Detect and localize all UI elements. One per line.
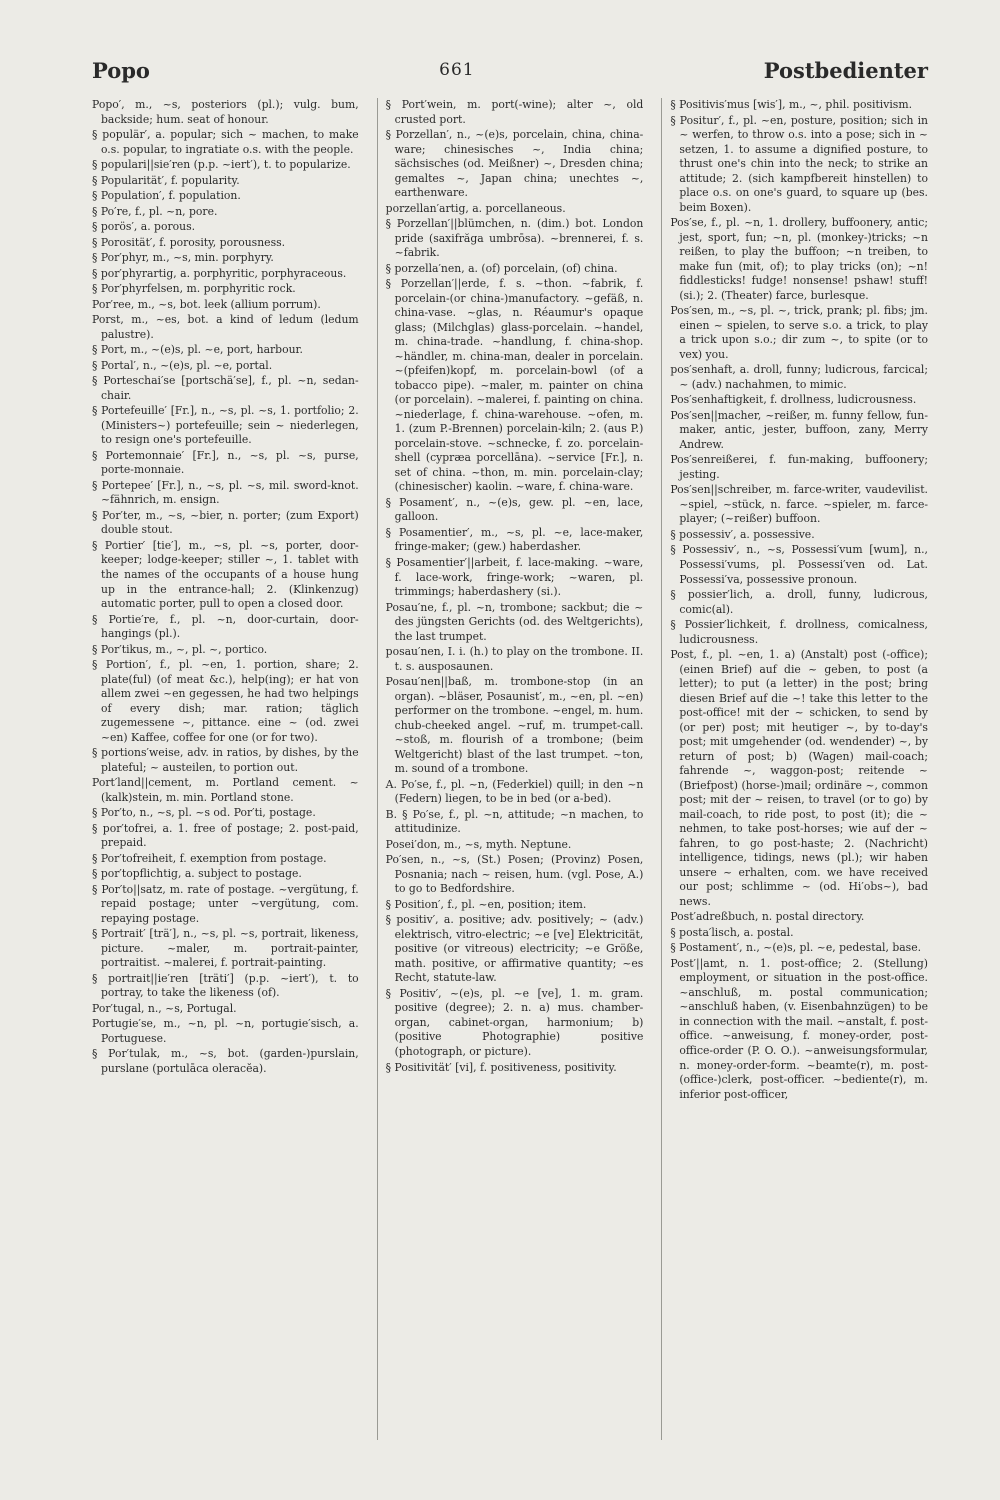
dictionary-entry: § Portrait′ [trä′], n., ~s, pl. ~s, portrait, likeness, picture. ~maler, m. portrait-painter, portraitist. ~malerei, f. portrait-painting. [92,927,359,970]
dictionary-entry: § Portefeuille′ [Fr.], n., ~s, pl. ~s, 1. portfolio; 2. (Ministers~) portefeuille; sein ~ niederlegen, to resign one's portefeuille. [92,404,359,447]
dictionary-entry: § possier′lich, a. droll, funny, ludicrous, comic(al). [670,588,928,616]
dictionary-entry: Por′tugal, n., ~s, Portugal. [92,1001,237,1015]
dictionary-entry: § Portion′, f., pl. ~en, 1. portion, share; 2. plate(ful) (of meat &c.), help(ing); er hat von allem zwei ~en gegessen, he had two helpings of every dish; mar. ration; täglich zugemessene ~, pittance. eine ~ (od. zwei ~en) Kaffee, coffee for one (or for two). [92,658,359,744]
dictionary-entry: § Porosität′, f. porosity, porousness. [92,235,286,249]
dictionary-entry: § Posamentier′||arbeit, f. lace-making. ~ware, f. lace-work, fringe-work; ~waren, pl. trimmings; haberdashery (si.). [385,555,644,599]
dictionary-entry: Posau′ne, f., pl. ~n, trombone; sackbut; die ~ des jüngsten Gerichts (od. des Weltgerichts), the last trumpet. [385,600,644,643]
dictionary-entry: § Porzellan′, n., ~(e)s, porcelain, china, china-ware; chinesisches ~, India china; sächsisches (od. Meißner) ~, Dresden china; gemaltes ~, Japan china; unechtes ~, earthenware. [385,128,644,200]
dictionary-entry: A. Po′se, f., pl. ~n, (Federkiel) quill; in den ~n (Federn) liegen, to be in bed (or a-bed). [385,777,644,806]
column-1 [92,98,359,1440]
dictionary-entry: Pos′sen||schreiber, m. farce-writer, vaudevilist. ~spiel, ~stück, n. farce. ~spieler, m. farce-player; (~reißer) buffoon. [670,483,928,526]
dictionary-entry: § Position′, f., pl. ~en, position; item. [385,897,587,911]
dictionary-entry: § populari||sie′ren (p.p. ~iert′), t. to popularize. [92,158,351,172]
dictionary-entry: § Positiv′, ~(e)s, pl. ~e [ve], 1. m. gram. positive (degree); 2. n. a) mus. chamber-organ, cabinet-organ, harmonium; b) (positive Photographie) positive (photograph, or picture). [385,986,644,1058]
page-number: 661 [439,60,475,80]
dictionary-entry: § Portemonnaie′ [Fr.], n., ~s, pl. ~s, purse, porte-monnaie. [92,448,359,477]
dictionary-entry: posau′nen, I. i. (h.) to play on the trombone. II. t. s. ausposaunen. [385,645,644,673]
dictionary-entry: § Portier′ [tie′], m., ~s, pl. ~s, porter, door-keeper; lodge-keeper; stiller ~, 1. tablet with the names of the occupants of a house hung up in the entrance-hall; 2. (Klinkenzug) automatic porter, pull to open a closed door. [92,538,359,611]
dictionary-entry: § Porteschai′se [portschä′se], f., pl. ~n, sedan-chair. [92,374,359,402]
dictionary-entry: § porzella′nen, a. (of) porcelain, (of) china. [385,261,618,275]
dictionary-entry: pos′senhaft, a. droll, funny; ludicrous, farcical; ~ (adv.) nachahmen, to mimic. [670,363,928,391]
dictionary-entry: § Posament′, n., ~(e)s, gew. pl. ~en, lace, galloon. [385,495,644,524]
dictionary-entry: § Portal′, n., ~(e)s, pl. ~e, portal. [92,358,273,372]
dictionary-entry: § Positur′, f., pl. ~en, posture, position; sich in ~ werfen, to throw o.s. into a pose; sich in ~ setzen, 1. to assume a dignified posture, to thrust one's chin into the neck; to strike an attitude; 2. (sich kampfbereit hinstellen) to place o.s. on one's guard, to square up (bes. beim Boxen). [670,113,928,214]
dictionary-entry: Pos′sen, m., ~s, pl. ~, trick, prank; pl. fibs; jm. einen ~ spielen, to serve s.o. a trick, to play a trick upon s.o.; dir zum ~, to spite (or to vex) you. [670,304,928,361]
dictionary-entry: § populär′, a. popular; sich ~ machen, to make o.s. popular, to ingratiate o.s. with the people. [92,128,359,156]
dictionary-entry: Post′||amt, n. 1. post-office; 2. (Stellung) employment, or situation in the post-office. ~anschluß, m. postal communication; ~anschluß haben, (v. Eisenbahnzügen) to be in connection with the mail. ~anstalt, f. post-office. ~anweisung, f. money-order, post-office-order (P. O. O.). ~anweisungsformular, n. money-order-form. ~beamte(r), m. post-(office-)clerk, post-officer. ~bediente(r), m. inferior post-officer, [670,956,928,1101]
dictionary-entry: Pos′senhaftigkeit, f. drollness, ludicrousness. [670,393,917,407]
dictionary-entry: Por′ree, m., ~s, bot. leek (allium porrum). [92,297,321,311]
dictionary-entry: § Positivis′mus [wis′], m., ~, phil. positivism. [670,98,912,111]
dictionary-entry: § Por′to, n., ~s, pl. ~s od. Por′ti, postage. [92,806,316,820]
dictionary-entry: § possessiv′, a. possessive. [670,527,815,541]
dictionary-entry: Posau′nen||baß, m. trombone-stop (in an organ). ~bläser, Posaunist′, m., ~en, pl. ~en) performer on the trombone. ~engel, m. hum. chub-cheeked angel. ~ruf, m. trumpet-call. ~stoß, m. flourish of a trombone; (beim Weltgericht) blast of the last trumpet. ~ton, m. sound of a trombone. [385,675,644,776]
column-2 [377,98,644,1440]
dictionary-entry: Post, f., pl. ~en, 1. a) (Anstalt) post (-office); (einen Brief) auf die ~ geben, to post (a letter); to put (a letter) in the post; bring diesen Brief auf die ~! take this letter to the post-office! mit der ~ schicken, to send by (or per) post; mit heutiger ~, by to-day's post; mit umgehender (od. wendender) ~, by return of post; b) (Wagen) mail-coach; fahrende ~, waggon-post; reitende ~ (Briefpost) (horse-)mail; ordinäre ~, common post; mit der ~ reisen, to travel (or to go) by mail-coach, to ride post, to post (it); die ~ nehmen, to take post-horses; wie auf der ~ fahren, to go post-haste; 2. (Nachricht) intelligence, tidings, news (pl.); wir haben unsere ~ erhalten, com. we have received our post; schlimme ~ (od. Hi′obs~), bad news. [670,648,928,908]
dictionary-entry: § Portie′re, f., pl. ~n, door-curtain, door-hangings (pl.). [92,612,359,641]
dictionary-entry: § Porzellan′||blümchen, n. (dim.) bot. London pride (saxifrăga umbrōsa). ~brennerei, f. s. ~fabrik. [385,217,644,260]
dictionary-entry: § porös′, a. porous. [92,220,196,234]
dictionary-entry: § por′phyrartig, a. porphyritic, porphyraceous. [92,266,347,280]
dictionary-entry: § Possessiv′, n., ~s, Possessi′vum [wum], n., Possessi′vums, pl. Possessi′ven od. Lat. Possessi′va, possessive pronoun. [670,543,928,586]
dictionary-entry: Popo′, m., ~s, posteriors (pl.); vulg. bum, backside; hum. seat of honour. [92,98,359,126]
dictionary-entry: § Por′tikus, m., ~, pl. ~, portico. [92,642,268,656]
dictionary-entry: § Po′re, f., pl. ~n, pore. [92,204,218,218]
dictionary-entry: § Por′phyrfelsen, m. porphyritic rock. [92,282,296,296]
entry-columns [92,98,928,1440]
dictionary-entry: § Posamentier′, m., ~s, pl. ~e, lace-maker, fringe-maker; (gew.) haberdasher. [385,525,644,554]
dictionary-entry: § Port′wein, m. port(-wine); alter ~, old crusted port. [385,98,644,126]
dictionary-entry: Posei′don, m., ~s, myth. Neptune. [385,837,572,851]
header-right-guideword: Postbedienter [763,57,928,83]
dictionary-entry: § por′tofrei, a. 1. free of postage; 2. post-paid, prepaid. [92,821,359,850]
dictionary-entry: Po′sen, n., ~s, (St.) Posen; (Provinz) Posen, Posnania; nach ~ reisen, hum. (vgl. Pose, A.) to go to Bedfordshire. [385,853,644,896]
dictionary-entry: B. § Po′se, f., pl. ~n, attitude; ~n machen, to attitudinize. [385,807,644,836]
header-left-guideword: Popo [92,57,150,83]
dictionary-entry: § por′topflichtig, a. subject to postage. [92,867,302,881]
dictionary-entry: § Por′to||satz, m. rate of postage. ~vergütung, f. repaid postage; unter ~vergütung, com. repaying postage. [92,882,359,925]
dictionary-entry: § Por′phyr, m., ~s, min. porphyry. [92,251,274,265]
dictionary-entry: § Popularität′, f. popularity. [92,173,240,187]
dictionary-entry: Pos′sen||macher, ~reißer, m. funny fellow, fun-maker, antic, jester, buffoon, zany, Merry Andrew. [670,408,928,451]
dictionary-entry: Post′adreßbuch, n. postal directory. [670,910,865,924]
dictionary-entry: § Port, m., ~(e)s, pl. ~e, port, harbour. [92,343,303,357]
dictionary-entry: Port′land||cement, m. Portland cement. ~(kalk)stein, m. min. Portland stone. [92,776,359,804]
dictionary-entry: § Por′tofreiheit, f. exemption from postage. [92,851,327,865]
dictionary-entry: Porst, m., ~es, bot. a kind of ledum (ledum palustre). [92,313,359,341]
dictionary-entry: porzellan′artig, a. porcellaneous. [385,201,566,215]
dictionary-entry: § Postament′, n., ~(e)s, pl. ~e, pedestal, base. [670,941,922,955]
dictionary-entry: § Por′tulak, m., ~s, bot. (garden-)purslain, purslane (portulāca oleracĕa). [92,1047,359,1075]
dictionary-entry: § Portepee′ [Fr.], n., ~s, pl. ~s, mil. sword-knot. ~fähnrich, m. ensign. [92,478,359,507]
dictionary-entry: Pos′se, f., pl. ~n, 1. drollery, buffoonery, antic; jest, sport, fun; ~n, pl. (monkey-)tricks; ~n reißen, to play the buffoon; ~n treiben, to make fun (mit, of); to play tricks (on); ~n! fiddlesticks! fudge! nonsense! pshaw! stuff! (si.); 2. (Theater) farce, burlesque. [670,216,928,302]
dictionary-entry: § Por′ter, m., ~s, ~bier, n. porter; (zum Export) double stout. [92,508,359,537]
dictionary-entry: § positiv′, a. positive; adv. positively; ~ (adv.) elektrisch, vitro-electric; ~e [ve] Elektricität, positive (or vitreous) electricity; ~e Größe, math. positive, or affirmative quantity; ~es Recht, statute-law. [385,913,644,985]
dictionary-entry: § Positivität′ [vi], f. positiveness, positivity. [385,1060,617,1074]
dictionary-entry: Portugie′se, m., ~n, pl. ~n, portugie′sisch, a. Portuguese. [92,1017,359,1045]
dictionary-entry: § portions′weise, adv. in ratios, by dishes, by the plateful; ~ austeilen, to portion out. [92,746,359,774]
column-3 [661,98,928,1440]
dictionary-entry: § Population′, f. population. [92,189,241,203]
dictionary-entry: § Porzellan′||erde, f. s. ~thon. ~fabrik, f. porcelain-(or china-)manufactory. ~gefäß, n. china-vase. ~glas, n. Réaumur's opaque glass; (Milchglas) glass-porcelain. ~handel, m. china-trade. ~handlung, f. china-shop. ~händler, m. china-man, dealer in porcelain. ~(pfeifen)kopf, m. porcelain-bowl (of a tobacco pipe). ~maler, m. painter on china (or porcelain). ~malerei, f. painting on china. ~niederlage, f. china-warehouse. ~ofen, m. 1. (zum P.-Brennen) porcelain-kiln; 2. (aus P.) porcelain-stove. ~schnecke, f. zo. porcelain-shell (cypræa porcellāna). ~service [Fr.], n. set of china. ~thon, m. min. porcelain-clay; (chinesischer) kaolin. ~ware, f. china-ware. [385,277,644,494]
dictionary-entry: § posta′lisch, a. postal. [670,925,794,939]
dictionary-entry: § portrait||ie′ren [träti′] (p.p. ~iert′), t. to portray, to take the likeness (of). [92,971,359,1000]
page-header [92,52,928,88]
dictionary-entry: Pos′senreißerei, f. fun-making, buffoonery; jesting. [670,453,928,481]
dictionary-entry: § Possier′lichkeit, f. drollness, comicalness, ludicrousness. [670,618,928,646]
